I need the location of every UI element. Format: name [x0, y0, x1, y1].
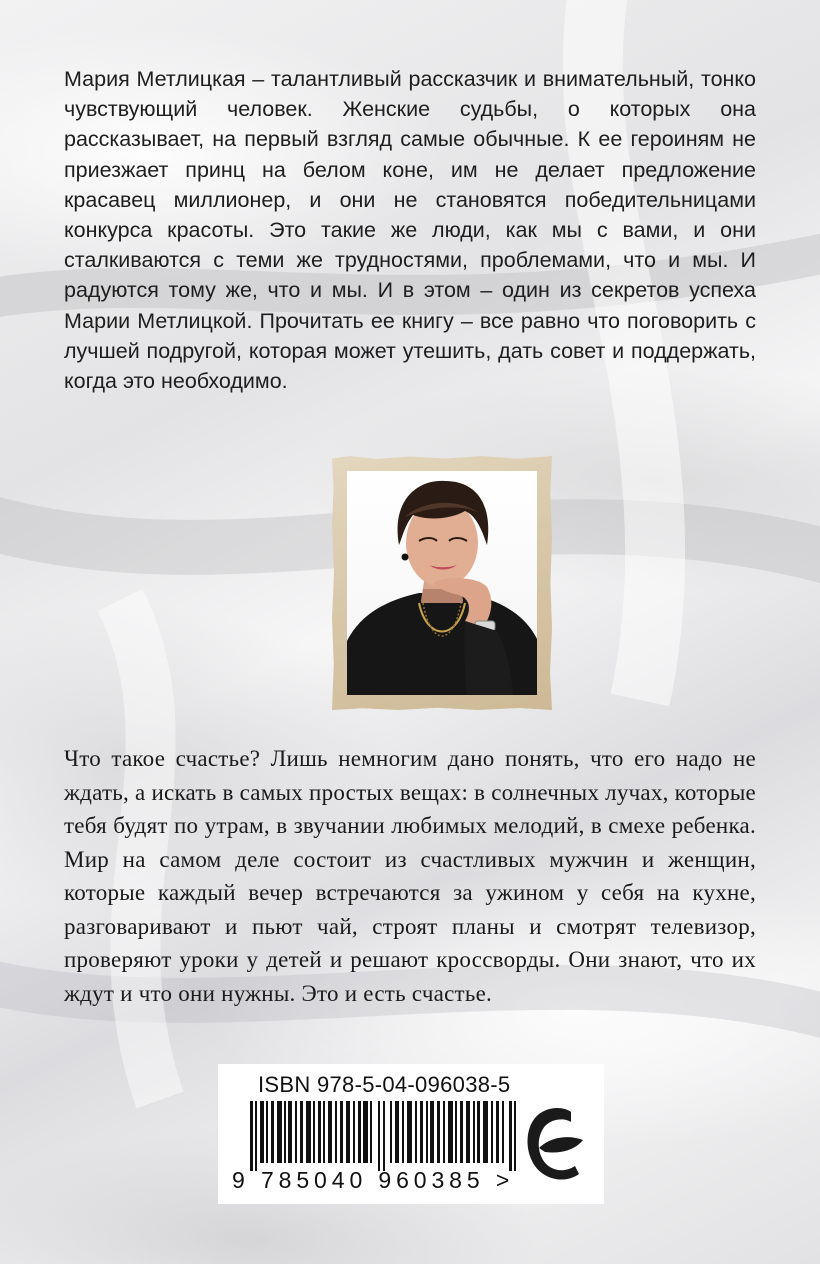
eksmo-logo-icon	[525, 1104, 587, 1188]
barcode-icon	[250, 1101, 518, 1171]
author-photo	[347, 471, 537, 695]
author-annotation: Мария Метлицкая – талантливый рассказчик и внимательный, тонко чувствующий человек. Женские судьбы, о которых она рассказывает, на первый взгляд самые обычные. К ее героиням не приезжает принц на белом коне, им не делает предложение красавец миллионер, и они не становятся победительницами конкурса красоты. Это такие же люди, как мы с вами, и они сталкиваются с теми же трудностями, проблемами, что и мы. И радуются тому же, что и мы. И в этом – один из секретов успеха Марии Метлицкой. Прочитать ее книгу – все равно что поговорить с лучшей подругой, которая может утешить, дать совет и поддержать, когда это необходимо.	[64, 67, 756, 394]
isbn-block	[218, 1064, 604, 1204]
author-photo-frame	[332, 456, 552, 710]
book-description: Что такое счастье? Лишь немногим дано понять, что его надо не ждать, а искать в самых простых вещах: в солнечных лучах, которые тебя будят по утрам, в звучании любимых мелодий, в смехе ребенка. Мир на самом деле состоит из счастливых мужчин и женщин, которые каждый вечер встречаются за ужином у себя на кухне, разговаривают и пьют чай, строят планы и смотрят телевизор, проверяют уроки у детей и решают кроссворды. Они знают, что их ждут и что они нужны. Это и есть счастье.	[64, 746, 756, 1006]
isbn-label: ISBN 978-5-04-096038-5	[258, 1072, 511, 1097]
barcode-digits: 9 785040 960385 >	[232, 1167, 515, 1193]
